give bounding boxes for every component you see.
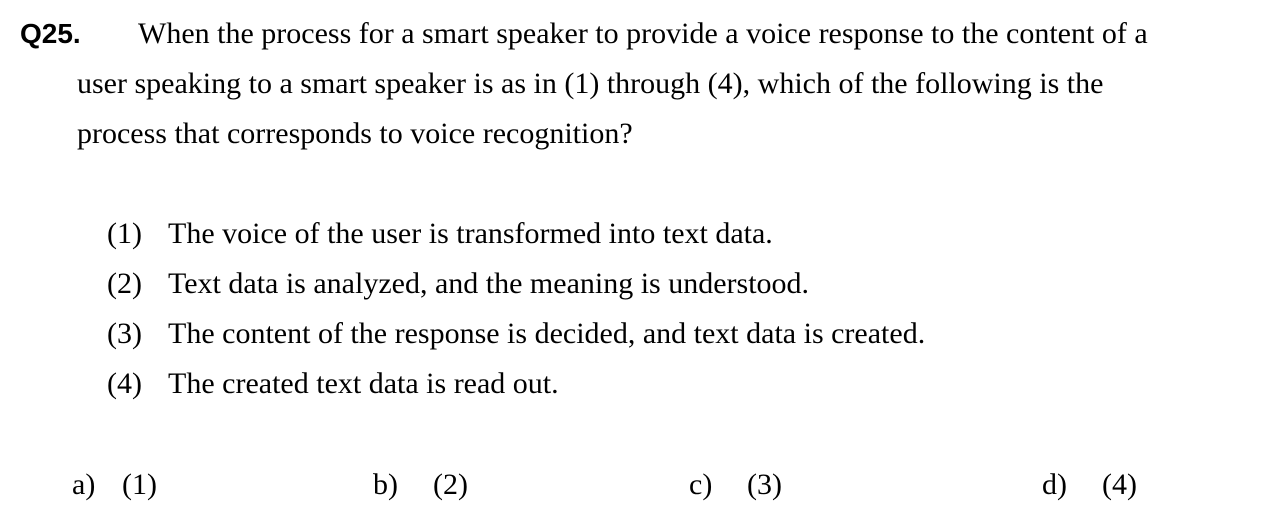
step-1-text: The voice of the user is transformed into text data. — [168, 217, 773, 250]
choice-b-letter: b) — [373, 468, 398, 501]
choice-d-value: (4) — [1102, 468, 1137, 501]
step-2-number: (2) — [107, 267, 142, 300]
question-number: Q25. — [20, 18, 81, 49]
step-2-text: Text data is analyzed, and the meaning is understood. — [168, 267, 810, 300]
step-4-text: The created text data is read out. — [168, 367, 559, 400]
step-1-number: (1) — [107, 217, 142, 250]
choice-a-value: (1) — [122, 468, 157, 501]
choice-c-value: (3) — [747, 468, 782, 501]
step-4-number: (4) — [107, 367, 142, 400]
choice-b-value: (2) — [433, 468, 468, 501]
choice-a-letter: a) — [72, 468, 96, 501]
step-3-number: (3) — [107, 317, 142, 350]
choice-d-letter: d) — [1042, 468, 1067, 501]
question-stem-line-3: process that corresponds to voice recognition? — [77, 117, 633, 150]
question-stem-line-1: When the process for a smart speaker to provide a voice response to the content of a — [138, 17, 1148, 50]
step-3-text: The content of the response is decided, and text data is created. — [168, 317, 926, 350]
question-stem-line-2: user speaking to a smart speaker is as in (1) through (4), which of the following is the — [77, 67, 1104, 100]
choice-c-letter: c) — [689, 468, 713, 501]
